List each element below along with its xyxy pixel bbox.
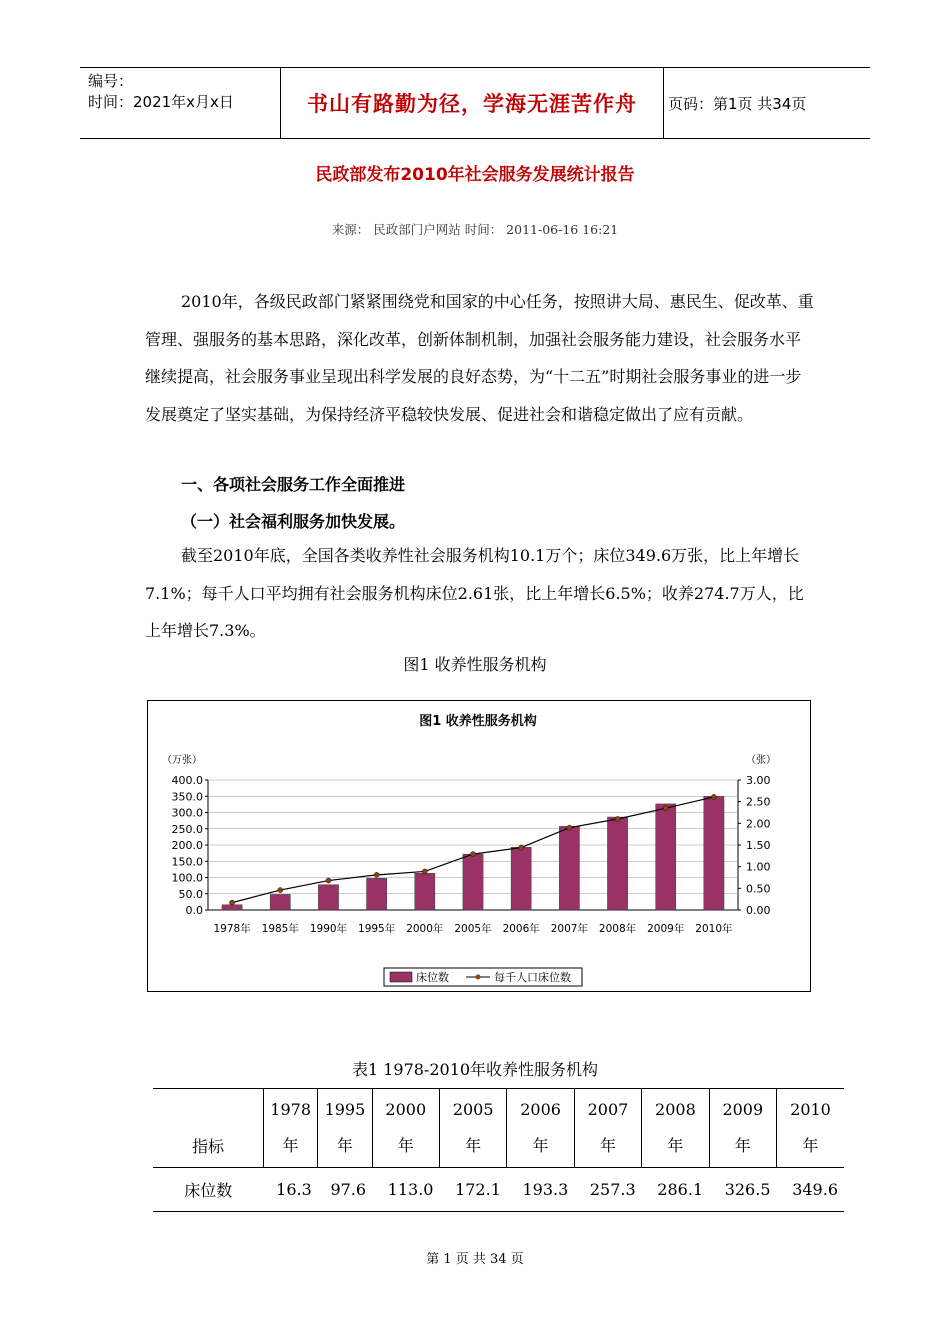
table-header-year — [777, 1089, 845, 1168]
chart-tick-label-right: 2.50 — [746, 795, 771, 809]
table-header-year-suffix: 年 — [802, 1136, 819, 1155]
header-number: 编号： — [88, 72, 134, 90]
chart-tick-label-left: 100.0 — [171, 871, 203, 885]
chart-x-tick-label: 1985年 — [261, 923, 299, 935]
chart-x-tick-label: 2009年 — [647, 923, 685, 935]
chart-tick-label-right: 3.00 — [746, 774, 771, 787]
chart-tick-label-left: 0.0 — [185, 904, 203, 917]
chart-line-point — [711, 794, 716, 799]
chart-frame — [147, 700, 811, 992]
chart-bar — [559, 826, 579, 910]
table-header-year-number: 2007 — [587, 1100, 629, 1119]
chart-tick-label-left: 200.0 — [171, 839, 203, 852]
table-row — [153, 1168, 844, 1212]
chart-line-point — [663, 806, 668, 811]
table-header-year-suffix: 年 — [734, 1136, 751, 1155]
header-motto: 书山有路勤为径，学海无涯苦作舟 — [280, 68, 664, 138]
chart-bar — [318, 885, 338, 910]
chart-tick-label-left: 350.0 — [171, 790, 203, 804]
table-cell: 286.1 — [657, 1180, 704, 1199]
header-date: 时间：2021年x月x日 — [88, 93, 234, 111]
legend-bar-swatch — [390, 972, 412, 982]
table-header-year — [709, 1089, 776, 1168]
page-footer: 第 1 页 共 34 页 — [426, 1252, 524, 1267]
chart-x-tick-label: 1990年 — [309, 923, 348, 935]
chart-tick-label-left: 400.0 — [171, 774, 203, 787]
chart-line-point — [519, 845, 524, 850]
chart-line-point — [567, 825, 572, 830]
chart-line-point — [470, 852, 475, 857]
table-header-year-number: 2009 — [722, 1100, 764, 1119]
table-cell: 193.3 — [522, 1180, 569, 1199]
chart-tick-label-left: 50.0 — [178, 887, 203, 901]
chart-line-point — [374, 872, 379, 877]
table-cell: 16.3 — [276, 1180, 312, 1199]
chart-bar — [270, 894, 290, 910]
table-header-year-number: 2005 — [452, 1100, 494, 1119]
table-header-year-suffix: 年 — [599, 1136, 616, 1155]
table-header-year-suffix: 年 — [465, 1136, 482, 1155]
chart-tick-label-left: 300.0 — [171, 806, 203, 820]
chart-line-point — [278, 887, 283, 892]
chart-x-tick-label: 2010年 — [695, 923, 733, 935]
table-cell: 257.3 — [589, 1180, 636, 1199]
figure-caption: 图1 收养性服务机构 — [403, 655, 547, 674]
table-header-year-suffix: 年 — [397, 1136, 414, 1155]
table-row-label: 床位数 — [184, 1181, 233, 1200]
table-header-year-number: 2000 — [385, 1100, 427, 1119]
legend-line-marker — [476, 975, 481, 980]
chart-tick-label-right: 0.00 — [746, 904, 771, 917]
section-heading-1: 一、各项社会服务工作全面推进 — [181, 475, 406, 494]
table-header-year-number: 2008 — [655, 1100, 696, 1119]
table-header-year-number: 2010 — [790, 1100, 831, 1119]
chart-line-point — [229, 900, 234, 905]
header-meta — [80, 68, 280, 138]
table-header-year-number: 1978 — [270, 1100, 311, 1119]
article-source: 来源： 民政部门户网站 时间： 2011-06-16 16:21 — [331, 222, 619, 237]
chart-tick-label-right: 2.00 — [746, 817, 771, 831]
chart-x-tick-label: 1978年 — [213, 923, 251, 935]
table-header-indicator: 指标 — [191, 1137, 224, 1156]
table-cell: 172.1 — [455, 1180, 501, 1199]
table-header-year — [372, 1089, 439, 1168]
table-header-year-suffix: 年 — [532, 1136, 549, 1155]
table-header-year — [318, 1089, 372, 1168]
chart-title: 图1 收养性服务机构 — [419, 714, 537, 729]
chart-bar — [704, 796, 724, 910]
welfare-paragraph: 截至2010年底，全国各类收养性社会服务机构10.1万个；床位349.6万张，比上年增长7.1%；每千人口平均拥有社会服务机构床位2.61张，比上年增长6.5%；收养274.7万人，比上年增长7.3%。 — [145, 546, 804, 640]
chart-x-tick-label: 2000年 — [406, 923, 444, 935]
chart-tick-label-right: 0.50 — [746, 882, 771, 896]
page-header — [80, 67, 870, 139]
table-header-year — [264, 1089, 318, 1168]
bed-count-table — [153, 1088, 844, 1212]
chart-tick-label-right: 1.00 — [746, 860, 771, 874]
chart-ylabel-left: （万张） — [162, 755, 202, 766]
table-cell: 97.6 — [330, 1180, 367, 1199]
chart-x-tick-label: 2005年 — [454, 923, 492, 935]
chart-x-tick-label: 2006年 — [502, 923, 540, 935]
table-header-row — [153, 1089, 844, 1168]
table-header-year-suffix: 年 — [336, 1136, 353, 1155]
table-header-year-suffix: 年 — [667, 1136, 684, 1155]
table-header-year-suffix: 年 — [282, 1136, 299, 1155]
chart-line-point — [326, 878, 331, 883]
chart-x-tick-label: 2007年 — [550, 923, 588, 935]
chart-bar — [222, 905, 242, 910]
chart-x-tick-label: 2008年 — [598, 923, 637, 935]
chart-legend — [384, 968, 582, 986]
chart-line-point — [422, 869, 427, 874]
table-caption: 表1 1978-2010年收养性服务机构 — [351, 1060, 599, 1079]
legend-bar-label: 床位数 — [416, 971, 449, 984]
table-header-year — [642, 1089, 709, 1168]
chart-tick-label-right: 1.50 — [746, 839, 771, 852]
chart-tick-label-left: 150.0 — [171, 855, 203, 869]
chart-bar — [511, 847, 531, 910]
table-cell: 349.6 — [792, 1180, 838, 1199]
table-cell: 326.5 — [724, 1180, 771, 1199]
table-header-year — [574, 1089, 641, 1168]
chart-bar — [367, 878, 387, 910]
bed-count-chart — [148, 701, 809, 990]
chart-line-point — [615, 816, 620, 821]
subsection-heading-1: （一）社会福利服务加快发展。 — [181, 512, 406, 531]
table-header-year — [507, 1089, 574, 1168]
table-header-year — [439, 1089, 506, 1168]
table-header-year-number: 2006 — [520, 1100, 561, 1119]
table-header-year-number: 1995 — [324, 1100, 366, 1119]
chart-x-tick-label: 1995年 — [358, 923, 396, 935]
table-cell: 113.0 — [387, 1180, 434, 1199]
intro-paragraph: 2010年，各级民政部门紧紧围绕党和国家的中心任务，按照讲大局、惠民生、促改革、重管理、强服务的基本思路，深化改革，创新体制机制，加强社会服务能力建设，社会服务水平继续提高，社会服务事业呈现出科学发展的良好态势，为“十二五”时期社会服务事业的进一步发展奠定了坚实基础，为保持经济平稳较快发展、促进社会和谐稳定做出了应有贡献。 — [145, 292, 814, 424]
legend-line-label: 每千人口床位数 — [494, 971, 571, 984]
chart-tick-label-left: 250.0 — [171, 822, 203, 836]
chart-bar — [607, 817, 627, 910]
chart-ylabel-right: （张） — [746, 755, 776, 766]
header-page-info: 页码：第1页 共34页 — [668, 94, 807, 113]
article-title: 民政部发布2010年社会服务发展统计报告 — [315, 165, 635, 185]
chart-bar — [415, 873, 435, 910]
chart-bar — [656, 804, 676, 910]
chart-bar — [463, 854, 483, 910]
